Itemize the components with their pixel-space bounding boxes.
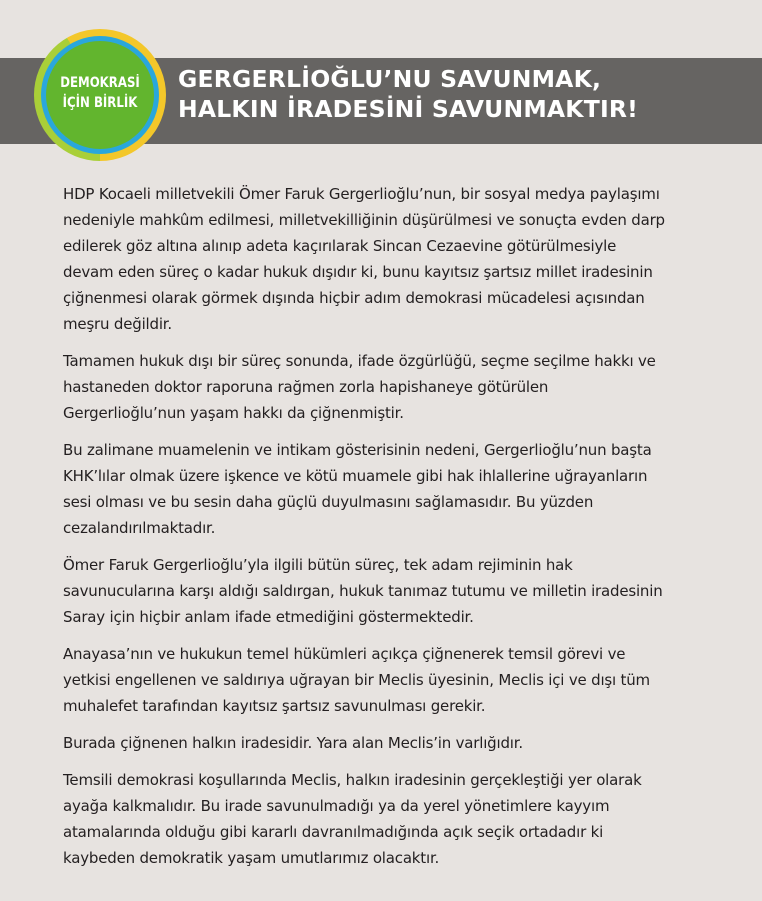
- paragraph: [63, 641, 735, 719]
- headline-line: HALKIN İRADESİNİ SAVUNMAKTIR!: [178, 95, 639, 123]
- text-line: sesi olması ve bu sesin daha güçlü duyulmasını sağlamasıdır. Bu yüzden: [63, 493, 594, 511]
- text-line: meşru değildir.: [63, 315, 172, 333]
- text-line: edilerek göz altına alınıp adeta kaçırılarak Sincan Cezaevine götürülmesiyle: [63, 237, 617, 255]
- text-line: Ömer Faruk Gergerlioğlu’yla ilgili bütün süreç, tek adam rejiminin hak: [63, 556, 573, 574]
- text-line: muhalefet tarafından kayıtsız şartsız savunulması gerekir.: [63, 697, 486, 715]
- text-line: atamalarında olduğu gibi kararlı davranılmadığında açık seçik ortadadır ki: [63, 823, 604, 841]
- text-line: Saray için hiçbir anlam ifade etmediğini göstermektedir.: [63, 608, 474, 626]
- text-line: çiğnenmesi olarak görmek dışında hiçbir adım demokrasi mücadelesi açısından: [63, 289, 645, 307]
- headline: [178, 64, 638, 124]
- text-line: yetkisi engellenen ve saldırıya uğrayan bir Meclis üyesinin, Meclis içi ve dışı tüm: [63, 671, 650, 689]
- article-body: [63, 181, 735, 882]
- text-line: HDP Kocaeli milletvekili Ömer Faruk Gergerlioğlu’nun, bir sosyal medya paylaşımı: [63, 185, 660, 203]
- text-line: Burada çiğnenen halkın iradesidir. Yara alan Meclis’in varlığıdır.: [63, 734, 523, 752]
- text-line: nedeniyle mahkûm edilmesi, milletvekilliğinin düşürülmesi ve sonuçta evden darp: [63, 211, 665, 229]
- text-line: ayağa kalkmalıdır. Bu irade savunulmadığı ya da yerel yönetimlere kayyım: [63, 797, 610, 815]
- text-line: Tamamen hukuk dışı bir süreç sonunda, ifade özgürlüğü, seçme seçilme hakkı ve: [63, 352, 656, 370]
- text-line: savunucularına karşı aldığı saldırgan, hukuk tanımaz tutumu ve milletin iradesinin: [63, 582, 663, 600]
- logo-text: [45, 73, 156, 113]
- text-line: devam eden süreç o kadar hukuk dışıdır ki, bunu kayıtsız şartsız millet iradesinin: [63, 263, 653, 281]
- logo-badge: [34, 29, 166, 161]
- logo-text-line: DEMOKRASİ: [60, 75, 140, 91]
- paragraph: [63, 552, 735, 630]
- text-line: KHK’lılar olmak üzere işkence ve kötü muamele gibi hak ihlallerine uğrayanların: [63, 467, 648, 485]
- text-line: Bu zalimane muamelenin ve intikam gösterisinin nedeni, Gergerlioğlu’nun başta: [63, 441, 652, 459]
- text-line: Temsili demokrasi koşullarında Meclis, halkın iradesinin gerçekleştiği yer olarak: [63, 771, 642, 789]
- text-line: hastaneden doktor raporuna rağmen zorla hapishaneye götürülen: [63, 378, 549, 396]
- paragraph: [63, 181, 735, 337]
- paragraph: [63, 348, 735, 426]
- headline-line: GERGERLİOĞLU’NU SAVUNMAK,: [178, 65, 602, 93]
- paragraph: [63, 437, 735, 541]
- text-line: Gergerlioğlu’nun yaşam hakkı da çiğnenmiştir.: [63, 404, 404, 422]
- logo-text-line: İÇİN BİRLİK: [62, 95, 138, 111]
- text-line: cezalandırılmaktadır.: [63, 519, 216, 537]
- paragraph: [63, 730, 735, 756]
- text-line: kaybeden demokratik yaşam umutlarımız olacaktır.: [63, 849, 440, 867]
- paragraph: [63, 767, 735, 871]
- text-line: Anayasa’nın ve hukukun temel hükümleri açıkça çiğnenerek temsil görevi ve: [63, 645, 626, 663]
